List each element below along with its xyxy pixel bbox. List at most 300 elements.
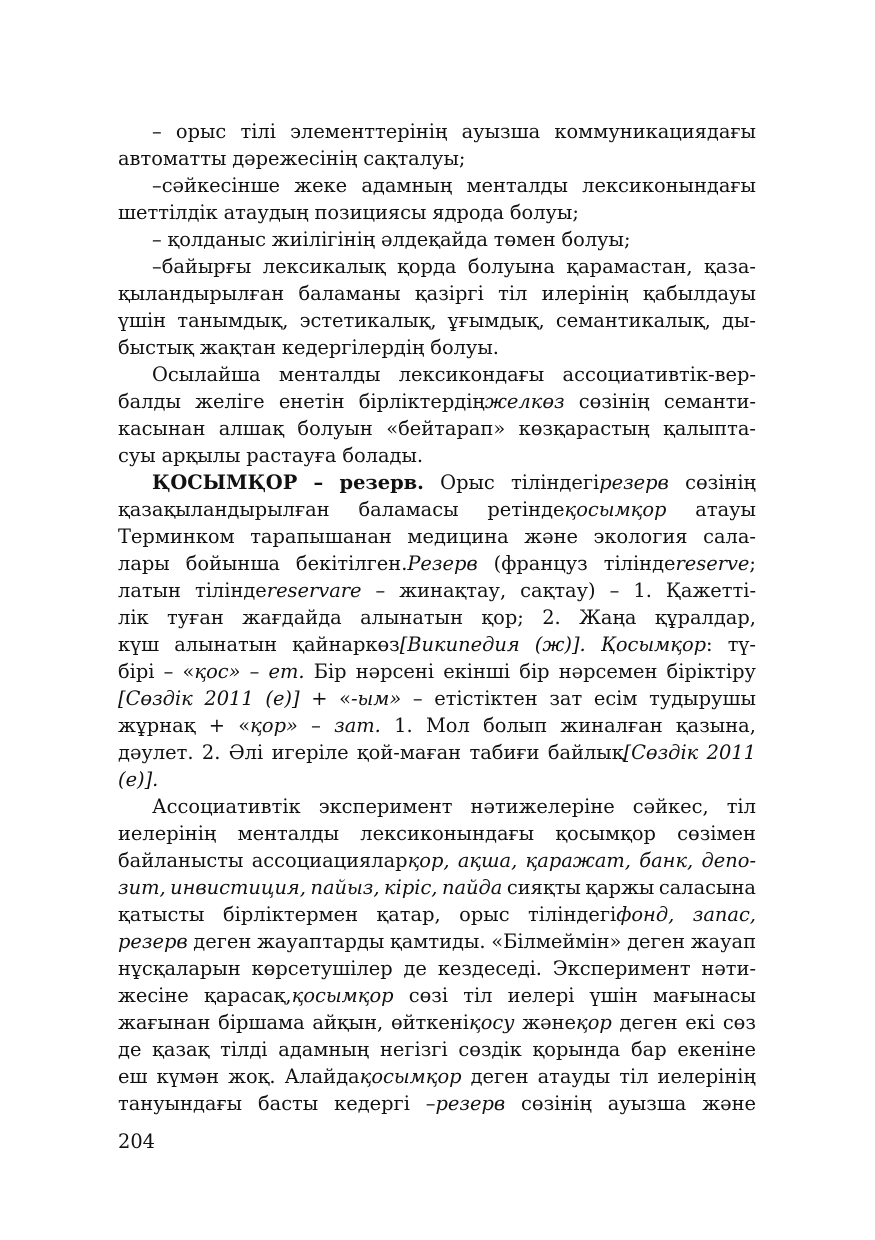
word bbox=[390, 928, 486, 955]
word-text: позициясы bbox=[314, 201, 427, 224]
word-text: лексикалық bbox=[262, 255, 386, 278]
text-line bbox=[118, 874, 756, 901]
word-text: семанти- bbox=[663, 390, 756, 413]
word bbox=[561, 226, 630, 253]
word-text: «Білмеймін» bbox=[491, 930, 622, 953]
word bbox=[707, 739, 756, 766]
word bbox=[209, 712, 225, 739]
word bbox=[426, 1090, 505, 1117]
word-text: деген bbox=[627, 930, 686, 953]
word bbox=[220, 1036, 267, 1063]
word-text: деген bbox=[193, 930, 252, 953]
word-text: атауы bbox=[695, 498, 756, 521]
text-line bbox=[118, 550, 756, 577]
word-text: сәйкес, bbox=[632, 795, 709, 818]
word-text: екі bbox=[685, 1011, 716, 1034]
word-text: кіріс, bbox=[384, 876, 438, 899]
word bbox=[152, 469, 297, 496]
word bbox=[494, 550, 588, 577]
word-text: желкөз bbox=[484, 390, 565, 413]
word-text: жиналған bbox=[560, 714, 663, 737]
word-text: нәрсемен bbox=[558, 660, 658, 683]
word bbox=[118, 604, 149, 631]
word-text: нәти- bbox=[701, 957, 756, 980]
word bbox=[677, 1036, 756, 1063]
word bbox=[118, 145, 226, 172]
word-text: reserve bbox=[675, 552, 750, 575]
word-text: қосымқор bbox=[564, 498, 667, 521]
word-text: депо- bbox=[701, 849, 756, 872]
word-text: Осылайша bbox=[152, 363, 261, 386]
word-text: эксперимент bbox=[318, 795, 453, 818]
word-text: reservare bbox=[266, 579, 362, 602]
word-text: иелерінің bbox=[118, 822, 217, 845]
word bbox=[549, 685, 582, 712]
word bbox=[438, 955, 542, 982]
word bbox=[579, 604, 636, 631]
word bbox=[195, 577, 362, 604]
word-text: растауға bbox=[246, 444, 337, 467]
word bbox=[252, 847, 450, 874]
word-text: – bbox=[249, 660, 260, 683]
word bbox=[693, 901, 756, 928]
word-text: Бір bbox=[313, 660, 347, 683]
word-text: пайыз, bbox=[310, 876, 380, 899]
word bbox=[174, 631, 277, 658]
word bbox=[176, 118, 226, 145]
text-line bbox=[118, 1090, 756, 1117]
word-text: нұсқаларын bbox=[118, 957, 241, 980]
word-text: төмен bbox=[493, 228, 556, 251]
word-text: тіл bbox=[726, 795, 756, 818]
word-text: лексиконындағы bbox=[582, 174, 756, 197]
word-text: деген bbox=[619, 1011, 678, 1034]
word bbox=[403, 955, 426, 982]
word-text: қосымқор bbox=[359, 1065, 462, 1088]
word bbox=[200, 334, 276, 361]
word-text: атауды bbox=[537, 1065, 611, 1088]
word-text: баламасы bbox=[358, 498, 459, 521]
word-text: енетін bbox=[278, 390, 345, 413]
word-text: резерв bbox=[435, 1092, 506, 1115]
text-line bbox=[118, 982, 756, 1009]
word bbox=[639, 847, 693, 874]
word bbox=[432, 199, 504, 226]
word bbox=[238, 712, 298, 739]
word bbox=[292, 631, 519, 658]
word bbox=[399, 361, 545, 388]
word bbox=[579, 388, 650, 415]
word bbox=[728, 631, 756, 658]
word bbox=[279, 361, 380, 388]
word bbox=[152, 793, 301, 820]
word bbox=[703, 523, 756, 550]
word bbox=[535, 631, 586, 658]
text-line bbox=[118, 712, 756, 739]
word bbox=[442, 874, 502, 901]
word-text: кедергілердің bbox=[281, 336, 425, 359]
word bbox=[229, 739, 263, 766]
word bbox=[232, 145, 357, 172]
word-text: қор bbox=[575, 1011, 612, 1034]
word bbox=[458, 847, 517, 874]
word-text: ұғымдық, bbox=[447, 309, 545, 332]
word bbox=[152, 1036, 209, 1063]
word bbox=[241, 118, 276, 145]
word bbox=[409, 982, 448, 1009]
word-text: менталды bbox=[278, 363, 381, 386]
page-body bbox=[118, 118, 756, 1117]
word-text: ассоциативтік-вер- bbox=[562, 363, 756, 386]
word-text: алынатын bbox=[360, 606, 464, 629]
word bbox=[242, 604, 341, 631]
word-text: болуы; bbox=[509, 201, 579, 224]
word bbox=[448, 307, 545, 334]
word-text: кедергі bbox=[334, 1092, 410, 1115]
text-line bbox=[118, 658, 756, 685]
word bbox=[118, 1009, 210, 1036]
text-line bbox=[118, 415, 756, 442]
word bbox=[168, 226, 266, 253]
word-text: тілінде bbox=[195, 579, 267, 602]
word-text: болып bbox=[483, 714, 548, 737]
word-text: біршама bbox=[218, 1011, 305, 1034]
word bbox=[553, 955, 691, 982]
word bbox=[701, 955, 756, 982]
word bbox=[413, 685, 423, 712]
word bbox=[627, 928, 685, 955]
word-text: : bbox=[706, 633, 713, 656]
word bbox=[118, 442, 156, 469]
word bbox=[487, 496, 666, 523]
word bbox=[339, 685, 401, 712]
word bbox=[279, 388, 345, 415]
word-text: сақтау) bbox=[520, 579, 596, 602]
text-line bbox=[118, 469, 756, 496]
word bbox=[118, 928, 188, 955]
word bbox=[311, 685, 327, 712]
word bbox=[118, 631, 159, 658]
word-text: жағдайда bbox=[242, 606, 342, 629]
word-text: қорында bbox=[532, 1038, 621, 1061]
word-text: орыс bbox=[459, 903, 510, 926]
word bbox=[594, 685, 638, 712]
word-text: күш bbox=[118, 633, 160, 656]
word bbox=[263, 253, 386, 280]
word bbox=[443, 658, 510, 685]
word-text: де bbox=[403, 957, 427, 980]
word-text: бірі bbox=[118, 660, 155, 683]
word bbox=[528, 901, 674, 928]
word bbox=[542, 280, 629, 307]
word bbox=[462, 118, 541, 145]
word bbox=[633, 577, 652, 604]
word-text: – bbox=[152, 120, 162, 143]
word bbox=[118, 766, 158, 793]
word-text: шеттілдік bbox=[118, 201, 218, 224]
word bbox=[357, 739, 461, 766]
word bbox=[466, 172, 567, 199]
word bbox=[582, 172, 756, 199]
word-text: сөзі bbox=[408, 984, 449, 1007]
word-text: Терминком bbox=[118, 525, 235, 548]
word-text: жесіне bbox=[118, 984, 189, 1007]
word-text: Қосымқор bbox=[600, 633, 707, 656]
word bbox=[118, 388, 181, 415]
word-text: 1. bbox=[394, 714, 413, 737]
word bbox=[727, 793, 756, 820]
word-text: сөзінің bbox=[578, 390, 650, 413]
word-text: дәрежесінің bbox=[232, 147, 358, 170]
word bbox=[202, 739, 221, 766]
word-text: бойынша bbox=[185, 552, 280, 575]
word-text: менталды bbox=[237, 822, 340, 845]
word-text: [Википедия bbox=[399, 633, 520, 656]
word bbox=[397, 253, 456, 280]
word-text: сөзінің bbox=[521, 1092, 592, 1115]
word-text: –байырғы bbox=[152, 255, 252, 278]
word bbox=[258, 1090, 318, 1117]
word-text: илерінің bbox=[541, 282, 629, 305]
word-text: бірліктердің bbox=[358, 390, 485, 413]
word bbox=[152, 361, 261, 388]
word bbox=[278, 1036, 369, 1063]
word-text: – bbox=[313, 471, 324, 494]
word bbox=[666, 577, 756, 604]
word-text: ассоциациялар bbox=[251, 849, 408, 872]
word-text: арқылы bbox=[161, 444, 241, 467]
word bbox=[507, 874, 581, 901]
text-line bbox=[118, 577, 756, 604]
text-line bbox=[118, 253, 756, 280]
text-line bbox=[118, 847, 756, 874]
word bbox=[238, 820, 339, 847]
word-text: және bbox=[702, 1092, 756, 1115]
word-text: ядрода bbox=[432, 201, 505, 224]
word-text: және bbox=[522, 1011, 576, 1034]
word-text: айқын, bbox=[312, 1011, 384, 1034]
word bbox=[300, 307, 437, 334]
text-line bbox=[118, 442, 756, 469]
word bbox=[310, 874, 379, 901]
word bbox=[643, 280, 756, 307]
word bbox=[183, 658, 241, 685]
word-text: Резерв bbox=[407, 552, 478, 575]
word-text: дәулет. bbox=[118, 741, 194, 764]
word bbox=[498, 280, 527, 307]
word-text: болады. bbox=[342, 444, 424, 467]
word-text: тіл bbox=[498, 282, 528, 305]
word-text: өйткені bbox=[390, 1011, 469, 1034]
word-text: тіліндегі bbox=[511, 471, 600, 494]
word bbox=[118, 334, 194, 361]
word-text: латын bbox=[118, 579, 181, 602]
word-text: қаражат, bbox=[525, 849, 631, 872]
word-text: жұрнақ bbox=[118, 714, 196, 737]
word bbox=[298, 280, 400, 307]
word-text: банк, bbox=[639, 849, 694, 872]
word bbox=[204, 685, 253, 712]
word bbox=[677, 820, 756, 847]
text-line bbox=[118, 766, 756, 793]
word-text: атаудың bbox=[223, 201, 309, 224]
word bbox=[195, 388, 264, 415]
word bbox=[430, 334, 499, 361]
text-line bbox=[118, 388, 756, 415]
word-text: құралдар, bbox=[654, 606, 756, 629]
word-text: жағынан bbox=[118, 1011, 211, 1034]
word-text: сөзінің bbox=[685, 471, 756, 494]
word bbox=[685, 1009, 715, 1036]
word-text: нәрсені bbox=[355, 660, 435, 683]
word-text: Әлі bbox=[228, 741, 264, 764]
word bbox=[118, 1063, 148, 1090]
word bbox=[265, 685, 299, 712]
word-text: тілді bbox=[220, 1038, 268, 1061]
word-text: « bbox=[182, 660, 195, 683]
word bbox=[704, 253, 756, 280]
word bbox=[481, 604, 523, 631]
word bbox=[334, 1090, 410, 1117]
word bbox=[440, 469, 495, 496]
word-text: -ым» bbox=[350, 687, 402, 710]
word bbox=[655, 604, 756, 631]
word-text: негізгі bbox=[379, 1038, 448, 1061]
word bbox=[361, 172, 452, 199]
word-text: пайда bbox=[441, 876, 503, 899]
word bbox=[246, 442, 336, 469]
word-text: және bbox=[524, 525, 578, 548]
word bbox=[319, 793, 453, 820]
word bbox=[340, 469, 424, 496]
word bbox=[118, 955, 241, 982]
word bbox=[604, 550, 756, 577]
word-text: желіге bbox=[195, 390, 265, 413]
word bbox=[118, 658, 155, 685]
text-line bbox=[118, 685, 756, 712]
word-text: ды- bbox=[722, 309, 756, 332]
word-text: – bbox=[311, 714, 321, 737]
word bbox=[118, 523, 235, 550]
word bbox=[508, 982, 575, 1009]
word bbox=[152, 226, 162, 253]
word bbox=[702, 1090, 756, 1117]
word-text: деген bbox=[470, 1065, 529, 1088]
word bbox=[334, 712, 381, 739]
word-text: етістіктен bbox=[434, 687, 538, 710]
word-text: резерв bbox=[599, 471, 669, 494]
word-text: ауызша bbox=[461, 120, 541, 143]
word-text: қазақыландырылған bbox=[118, 498, 330, 521]
word-text: фонд, bbox=[616, 903, 675, 926]
page-number: 204 bbox=[118, 1130, 156, 1153]
word-text: нәтижелеріне bbox=[470, 795, 615, 818]
word bbox=[526, 847, 631, 874]
word-text: тарапышанан bbox=[250, 525, 392, 548]
word bbox=[538, 1063, 611, 1090]
word-text: байлық bbox=[547, 741, 624, 764]
word-text: қалыпта- bbox=[663, 417, 756, 440]
word-text: запас, bbox=[692, 903, 756, 926]
word bbox=[458, 1036, 521, 1063]
word-text: қос» bbox=[194, 660, 241, 683]
word bbox=[257, 928, 384, 955]
text-line bbox=[118, 334, 756, 361]
word-text: – bbox=[412, 687, 423, 710]
word bbox=[272, 739, 349, 766]
word bbox=[204, 982, 394, 1009]
word-text: – bbox=[375, 579, 386, 602]
word-text: зит, bbox=[118, 876, 166, 899]
word bbox=[520, 577, 595, 604]
word-text: ретінде bbox=[487, 498, 565, 521]
word bbox=[252, 955, 393, 982]
text-line bbox=[118, 280, 756, 307]
word-text: адамның bbox=[278, 1038, 370, 1061]
word bbox=[522, 1009, 612, 1036]
word bbox=[377, 901, 441, 928]
word bbox=[407, 523, 508, 550]
word bbox=[290, 118, 447, 145]
word bbox=[521, 1090, 592, 1117]
text-line bbox=[118, 604, 756, 631]
word-text: иелерінің bbox=[657, 1065, 756, 1088]
text-line bbox=[118, 820, 756, 847]
word-text: резерв bbox=[118, 930, 188, 953]
word bbox=[560, 712, 662, 739]
word-text: тануындағы bbox=[118, 1092, 243, 1115]
word bbox=[118, 280, 284, 307]
word bbox=[519, 415, 650, 442]
word bbox=[118, 1090, 242, 1117]
word-text: 2. bbox=[542, 606, 561, 629]
word bbox=[118, 712, 195, 739]
word-text: « bbox=[238, 714, 251, 737]
word-text: қосу bbox=[468, 1011, 515, 1034]
word bbox=[314, 658, 347, 685]
word bbox=[224, 199, 309, 226]
word bbox=[342, 442, 423, 469]
word bbox=[296, 550, 478, 577]
word-text: сөзімен bbox=[677, 822, 756, 845]
word-text: – bbox=[152, 228, 162, 251]
word-text: (е)]. bbox=[118, 768, 159, 791]
word-text: табиғи bbox=[469, 741, 540, 764]
word bbox=[250, 523, 392, 550]
word bbox=[554, 118, 756, 145]
word bbox=[519, 658, 549, 685]
word bbox=[658, 1063, 756, 1090]
word-text: екеніне bbox=[677, 1038, 756, 1061]
text-line bbox=[118, 1063, 756, 1090]
word-text: лары bbox=[118, 552, 170, 575]
word-text: бар bbox=[630, 1038, 667, 1061]
word bbox=[193, 928, 251, 955]
word bbox=[118, 982, 189, 1009]
word-text: бір bbox=[519, 660, 550, 683]
word-text: сақталуы; bbox=[363, 147, 466, 170]
word-text: + bbox=[311, 687, 328, 710]
word bbox=[459, 901, 509, 928]
word bbox=[218, 1009, 305, 1036]
word-text: қор; bbox=[481, 606, 524, 629]
text-line bbox=[118, 496, 756, 523]
word bbox=[548, 739, 698, 766]
word bbox=[118, 496, 330, 523]
word-text: – bbox=[609, 579, 620, 602]
word-text: бекітілген. bbox=[295, 552, 408, 575]
word bbox=[376, 577, 386, 604]
